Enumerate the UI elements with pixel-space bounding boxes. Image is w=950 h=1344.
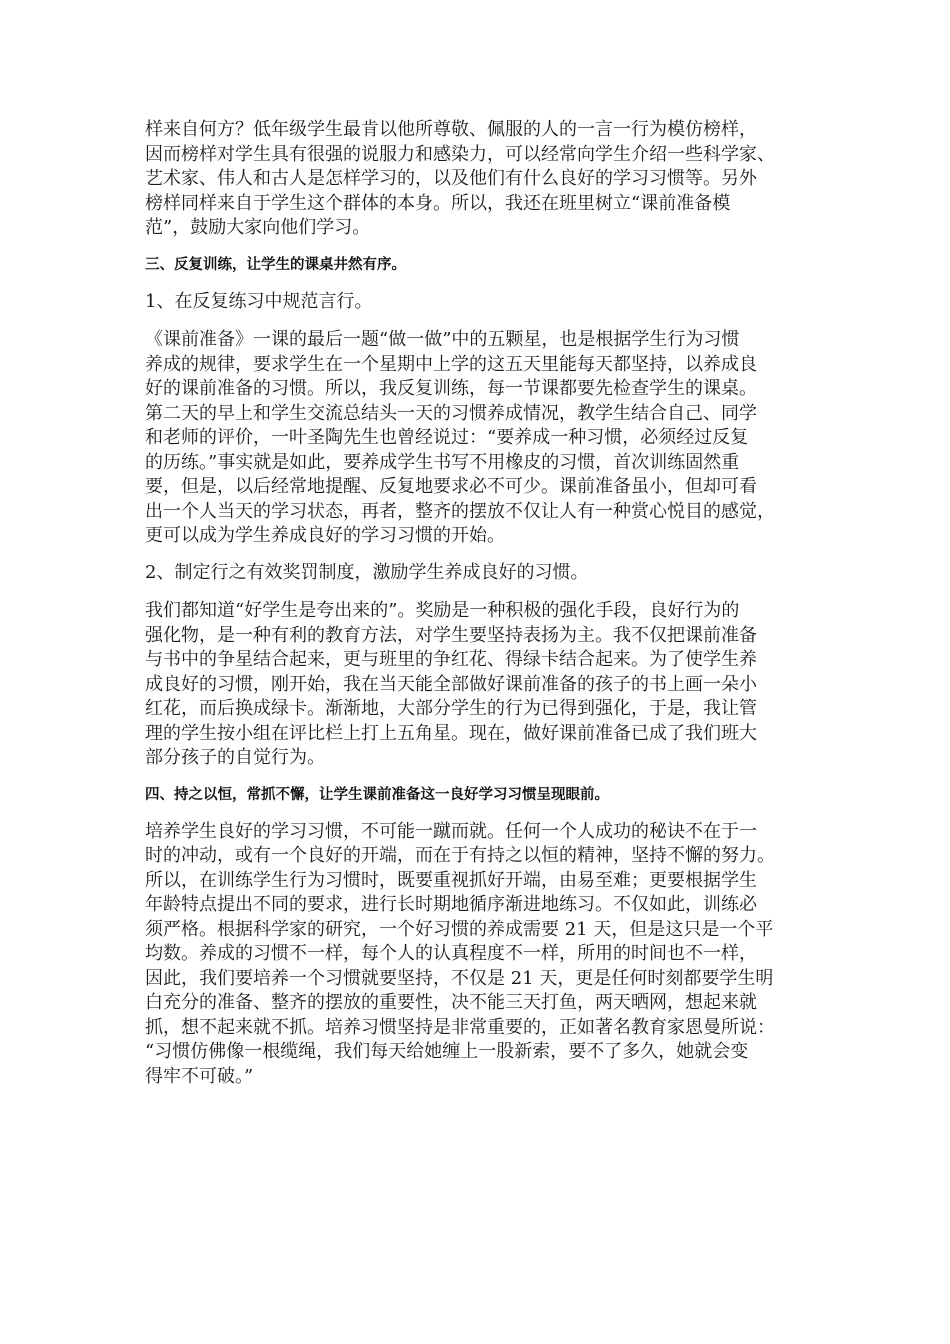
paragraph-role-models: 样来自何方？低年级学生最肯以他所尊敬、佩服的人的一言一行为模仿榜样， 因而榜样对学生具有很强的说服力和感染力，可以经常向学生介绍一些科学家、 艺术家、伟人和古人是怎样学习的，以及他们有什么良好的学习习惯等。另外 榜样同样来自于学生这个群体的本身。所以，我还在班里树立“课前准备模 范”，鼓励大家向他们学习。 [145, 119, 775, 238]
subsection-3-2: 2、制定行之有效奖罚制度，激励学生养成良好的习惯。 [145, 561, 589, 583]
paragraph-repeated-practice: 《课前准备》一课的最后一题“做一做”中的五颗星，也是根据学生行为习惯 养成的规律，要求学生在一个星期中上学的这五天里能每天都坚持，以养成良 好的课前准备的习惯。所以，我反复训练，每一节课都要先检查学生的课桌。 第二天的早上和学生交流总结头一天的习惯养成情况，教学生结合自己、同学 和老师的评价，一叶圣陶先生也曾经说过：“要养成一种习惯，必须经过反复 的历练。”事实就是如此，要养成学生书写不用橡皮的习惯，首次训练固然重 要，但是，以后经常地提醒、反复地要求必不可少。课前准备虽小，但却可看 出一个人当天的学习状态，再者，整齐的摆放不仅让人有一种赏心悦目的感觉， 更可以成为学生养成良好的学习习惯的开始。 [145, 329, 775, 546]
subsection-3-1: 1、在反复练习中规范言行。 [145, 290, 373, 312]
paragraph-perseverance: 培养学生良好的学习习惯，不可能一蹴而就。任何一个人成功的秘诀不在于一 时的冲动，或有一个良好的开端，而在于有持之以恒的精神，坚持不懈的努力。 所以，在训练学生行为习惯时，既要重视抓好开端，由易至难；更要根据学生 年龄特点提出不同的要求，进行长时期地循序渐进地练习。不仅如此，训练必 须严格。根据科学家的研究，一个好习惯的养成需要 21 天，但是这只是一个平 均数。养成的习惯不一样，每个人的认真程度不一样，所用的时间也不一样， 因此，我们要培养一个习惯就要坚持，不仅是 21 天，更是任何时刻都要学生明 白充分的准备、整齐的摆放的重要性，决不能三天打鱼，两天晒网，想起来就 抓，想不起来就不抓。培养习惯坚持是非常重要的，正如著名教育家恩曼所说： “习惯仿佛像一根缆绳，我们每天给她缠上一股新索，要不了多久，她就会变 得牢不可破。” [145, 820, 775, 1087]
document-page [145, 118, 813, 1101]
section-heading-4: 四、持之以恒，常抓不懈，让学生课前准备这一良好学习习惯呈现眼前。 [145, 786, 609, 803]
section-heading-3: 三、反复训练，让学生的课桌井然有序。 [145, 256, 406, 273]
paragraph-rewards: 我们都知道“好学生是夸出来的”。奖励是一种积极的强化手段，良好行为的 强化物，是一种有利的教育方法，对学生要坚持表扬为主。我不仅把课前准备 与书中的争星结合起来，更与班里的争红花、得绿卡结合起来。为了使学生养 成良好的习惯，刚开始，我在当天能全部做好课前准备的孩子的书上画一朵小 红花，而后换成绿卡。渐渐地，大部分学生的行为已得到强化，于是，我让管 理的学生按小组在评比栏上打上五角星。现在，做好课前准备已成了我们班大 部分孩子的自觉行为。 [145, 600, 757, 768]
